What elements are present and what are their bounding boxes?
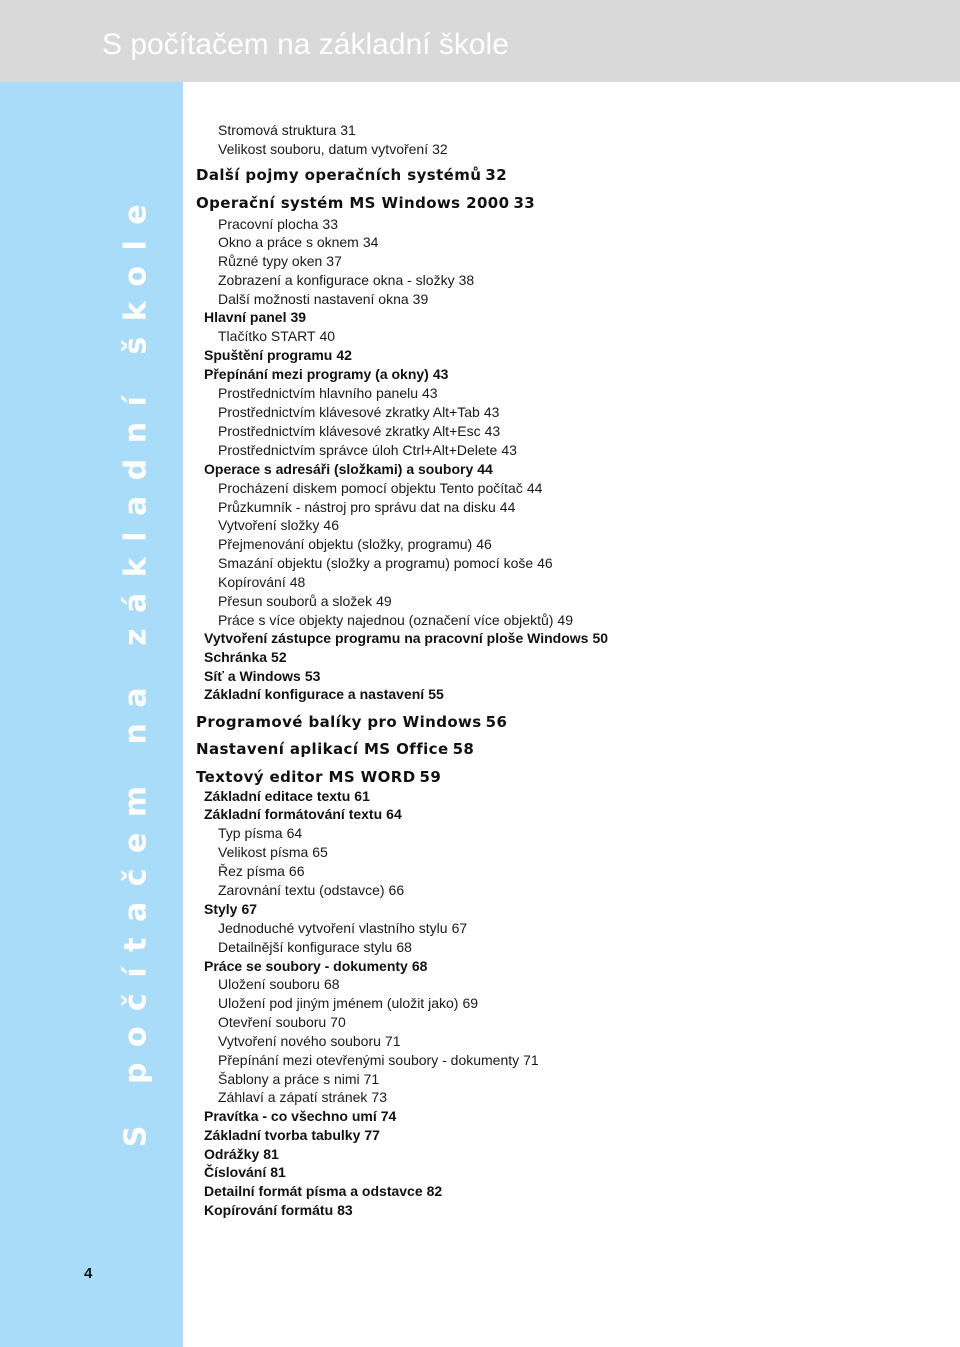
toc-entry-title: Různé typy oken — [218, 253, 323, 269]
toc-entry-title: Stromová struktura — [218, 122, 337, 138]
sidebar — [0, 82, 183, 1347]
toc-entry-title: Práce se soubory - dokumenty — [204, 958, 408, 974]
toc-entry-title: Vytvoření nového souboru — [218, 1033, 381, 1049]
toc-entry-page: 66 — [388, 882, 405, 898]
toc-entry-page: 43 — [483, 404, 500, 420]
toc-entry-title: Vytvoření zástupce programu na pracovní ploše Windows — [204, 630, 589, 646]
toc-entry-title: Přejmenování objektu (složky, programu) — [218, 536, 473, 552]
toc-entry-title: Jednoduché vytvoření vlastního stylu — [218, 920, 448, 936]
toc-entry-page: 46 — [476, 536, 492, 552]
toc-entry-page: 69 — [462, 995, 479, 1011]
toc-entry-page: 81 — [263, 1146, 279, 1162]
toc-entry-title: Velikost souboru, datum vytvoření — [218, 141, 429, 157]
toc-entry-page: 66 — [288, 863, 305, 879]
sidebar-title: S počítačem na základní škole — [118, 188, 154, 1148]
toc-entry-page: 81 — [270, 1164, 286, 1180]
toc-entry-page: 68 — [323, 976, 340, 992]
toc-entry-page: 49 — [376, 593, 392, 609]
toc-entry-page: 42 — [336, 347, 352, 363]
toc-entry-title: Práce s více objekty najednou (označení více objektů) — [218, 612, 554, 628]
toc-entry-page: 50 — [592, 630, 609, 646]
toc-entry-page: 39 — [290, 309, 307, 325]
toc-entry-title: Šablony a práce s nimi — [218, 1071, 360, 1087]
toc-entry-title: Uložení pod jiným jménem (uložit jako) — [218, 995, 459, 1011]
toc-entry-title: Operace s adresáři (složkami) a soubory — [204, 461, 474, 477]
toc-entry-title: Spuštění programu — [204, 347, 333, 363]
toc-entry-page: 74 — [380, 1108, 397, 1124]
toc-entry-page: 65 — [312, 844, 328, 860]
toc-entry-title: Prostřednictvím klávesové zkratky Alt+Tab — [218, 404, 480, 420]
toc-entry-page: 37 — [326, 253, 342, 269]
toc-entry-page: 64 — [286, 825, 303, 841]
toc-entry-title: Další pojmy operačních systémů — [196, 166, 482, 184]
header-title: S počítačem na základní škole — [102, 28, 509, 61]
toc-entry-title: Schránka — [204, 649, 268, 665]
toc-entry-title: Záhlaví a zápatí stránek — [218, 1089, 368, 1105]
toc-entry-page: 33 — [513, 194, 536, 212]
toc-entry-page: 73 — [371, 1089, 387, 1105]
toc-entry-title: Vytvoření složky — [218, 517, 320, 533]
toc-entry-title: Přepínání mezi programy (a okny) — [204, 366, 429, 382]
toc-entry-title: Zarovnání textu (odstavce) — [218, 882, 385, 898]
toc-entry-page: 61 — [354, 788, 370, 804]
page-number: 4 — [84, 1265, 93, 1282]
toc-entry-title: Základní editace textu — [204, 788, 351, 804]
toc-entry-page: 77 — [364, 1127, 380, 1143]
toc-entry-page: 71 — [384, 1033, 401, 1049]
toc-entry-title: Řez písma — [218, 863, 285, 879]
toc-entry-title: Průzkumník - nástroj pro správu dat na disku — [218, 499, 496, 515]
toc-entry-title: Základní tvorba tabulky — [204, 1127, 361, 1143]
toc-entry-title: Textový editor MS WORD — [196, 768, 416, 786]
toc-entry-page: 49 — [557, 612, 573, 628]
toc-entry-page: 39 — [412, 291, 429, 307]
toc-entry-page: 46 — [323, 517, 339, 533]
toc-entry-title: Okno a práce s oknem — [218, 234, 359, 250]
toc-entry-page: 40 — [319, 328, 336, 344]
toc-entry-title: Uložení souboru — [218, 976, 320, 992]
toc-entry-title: Základní formátování textu — [204, 806, 383, 822]
page-header — [0, 0, 960, 82]
toc-entry-page: 34 — [362, 234, 379, 250]
toc-entry-page: 68 — [411, 958, 428, 974]
toc-entry-page: 53 — [304, 668, 321, 684]
toc-entry-page: 68 — [396, 939, 412, 955]
toc-entry-page: 43 — [432, 366, 449, 382]
toc-entry-page: 64 — [386, 806, 402, 822]
toc-entry-title: Operační systém MS Windows 2000 — [196, 194, 510, 212]
toc-entry-page: 67 — [241, 901, 258, 917]
toc-entry-title: Základní konfigurace a nastavení — [204, 686, 425, 702]
toc-entry-page: 33 — [322, 216, 338, 232]
toc-entry-title: Hlavní panel — [204, 309, 287, 325]
toc-entry-page: 32 — [485, 166, 508, 184]
toc-entry-page: 56 — [485, 713, 508, 731]
toc-entry-title: Otevření souboru — [218, 1014, 327, 1030]
toc-entry-title: Pracovní plocha — [218, 216, 319, 232]
toc-entry-title: Prostřednictvím hlavního panelu — [218, 385, 418, 401]
toc-entry-page: 44 — [477, 461, 493, 477]
toc-entry-title: Smazání objektu (složky a programu) pomocí koše — [218, 555, 534, 571]
toc-entry-page: 44 — [526, 480, 543, 496]
toc-entry-title: Tlačítko START — [218, 328, 316, 344]
toc-entry-title: Kopírování — [218, 574, 286, 590]
toc-entry-page: 83 — [337, 1202, 353, 1218]
toc-entry-page: 43 — [422, 385, 438, 401]
toc-entry-title: Pravítka - co všechno umí — [204, 1108, 377, 1124]
toc-entry-title: Styly — [204, 901, 238, 917]
toc-entry-title: Kopírování formátu — [204, 1202, 334, 1218]
toc-entry-title: Síť a Windows — [204, 668, 301, 684]
toc-entry-page: 43 — [501, 442, 517, 458]
toc-entry-page: 52 — [271, 649, 287, 665]
toc-entry-title: Nastavení aplikací MS Office — [196, 740, 449, 758]
toc-entry-page: 70 — [330, 1014, 346, 1030]
toc-entry-page: 32 — [432, 141, 448, 157]
toc-entry-title: Další možnosti nastavení okna — [218, 291, 409, 307]
toc-entry-page: 82 — [426, 1183, 443, 1199]
toc-entry-title: Velikost písma — [218, 844, 309, 860]
toc-entry-page: 31 — [340, 122, 356, 138]
toc-entry-page: 71 — [363, 1071, 380, 1087]
toc-entry-page: 38 — [458, 272, 475, 288]
toc-entry-title: Odrážky — [204, 1146, 260, 1162]
toc-entry-title: Prostřednictvím správce úloh Ctrl+Alt+Delete — [218, 442, 498, 458]
toc-entry-title: Programové balíky pro Windows — [196, 713, 482, 731]
toc-entry-title: Typ písma — [218, 825, 283, 841]
toc-entry-title: Detailnější konfigurace stylu — [218, 939, 393, 955]
toc-entry-title: Procházení diskem pomocí objektu Tento počítač — [218, 480, 523, 496]
toc-entry-title: Zobrazení a konfigurace okna - složky — [218, 272, 455, 288]
toc-entry-page: 58 — [452, 740, 475, 758]
toc-entry-title: Číslování — [204, 1164, 267, 1180]
toc-entry-page: 43 — [484, 423, 501, 439]
toc-entry-page: 67 — [451, 920, 468, 936]
toc-entry-page: 59 — [419, 768, 442, 786]
toc-entry-page: 46 — [537, 555, 553, 571]
toc-entry-page: 71 — [523, 1052, 539, 1068]
toc-entry-page: 48 — [289, 574, 306, 590]
toc-entry-title: Detailní formát písma a odstavce — [204, 1183, 423, 1199]
toc-entry-title: Prostřednictvím klávesové zkratky Alt+Esc — [218, 423, 481, 439]
toc-entry-page: 44 — [499, 499, 516, 515]
toc-entry-title: Přepínání mezi otevřenými soubory - dokumenty — [218, 1052, 520, 1068]
toc-entry-page: 55 — [428, 686, 444, 702]
toc-entry-title: Přesun souborů a složek — [218, 593, 373, 609]
